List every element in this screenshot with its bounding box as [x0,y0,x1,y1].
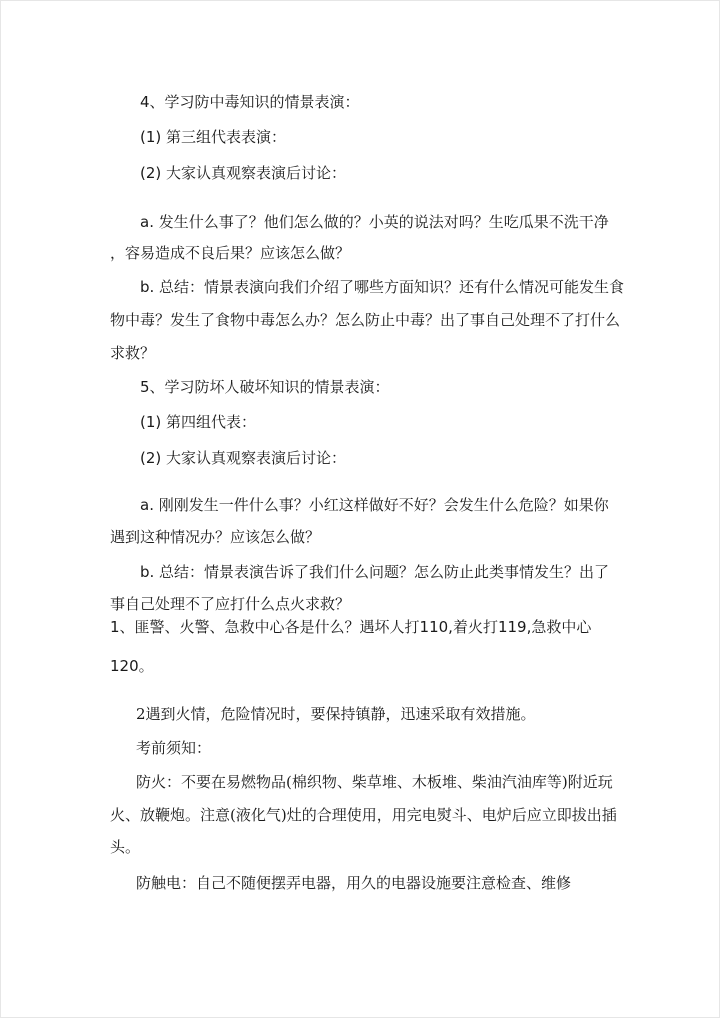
section4-b-line3: 求救？ [110,344,156,362]
fire-safety-line1: 防火：不要在易燃物品(棉织物、柴草堆、木板堆、柴油汽油库等)附近玩 [136,773,613,791]
section5-a-line2: 遇到这种情况办？应该怎么做？ [110,528,321,546]
section4-heading: 4、学习防中毒知识的情景表演： [140,93,360,111]
section4-a-line1: a. 发生什么事了？他们怎么做的？小英的说法对吗？生吃瓜果不洗干净 [140,213,609,231]
section4-item1: (1) 第三组代表表演： [140,128,287,146]
notes-q1-line1: 1、匪警、火警、急救中心各是什么？遇坏人打110,着火打119,急救中心 [110,618,592,636]
notes-q2: 2遇到火情，危险情况时，要保持镇静，迅速采取有效措施。 [136,705,536,723]
section4-item2: (2) 大家认真观察表演后讨论： [140,164,347,182]
notes-q1-line2: 120。 [110,657,154,675]
fire-safety-line2: 火、放鞭炮。注意(液化气)灶的合理使用，用完电熨斗、电炉后应立即拔出插 [110,806,617,824]
section4-b-line2: 物中毒？发生了食物中毒怎么办？怎么防止中毒？出了事自己处理不了打什么 [110,311,621,329]
section4-a-line2: ，容易造成不良后果？应该怎么做？ [110,244,351,262]
section5-b-line1: b. 总结：情景表演告诉了我们什么问题？怎么防止此类事情发生？出了 [140,563,610,581]
section5-a-line1: a. 刚刚发生一件什么事？小红这样做好不好？会发生什么危险？如果你 [140,496,609,514]
section5-heading: 5、学习防坏人破坏知识的情景表演： [140,378,390,396]
section5-b-line2: 事自己处理不了应打什么点火求救？ [110,595,351,613]
section4-b-line1: b. 总结：情景表演向我们介绍了哪些方面知识？还有什么情况可能发生食 [140,278,625,296]
fire-safety-line3: 头。 [110,838,141,856]
section5-item1: (1) 第四组代表： [140,413,257,431]
electric-safety: 防触电：自己不随便摆弄电器，用久的电器设施要注意检查、维修 [136,874,572,892]
exam-notes-title: 考前须知： [136,739,212,757]
section5-item2: (2) 大家认真观察表演后讨论： [140,449,347,467]
